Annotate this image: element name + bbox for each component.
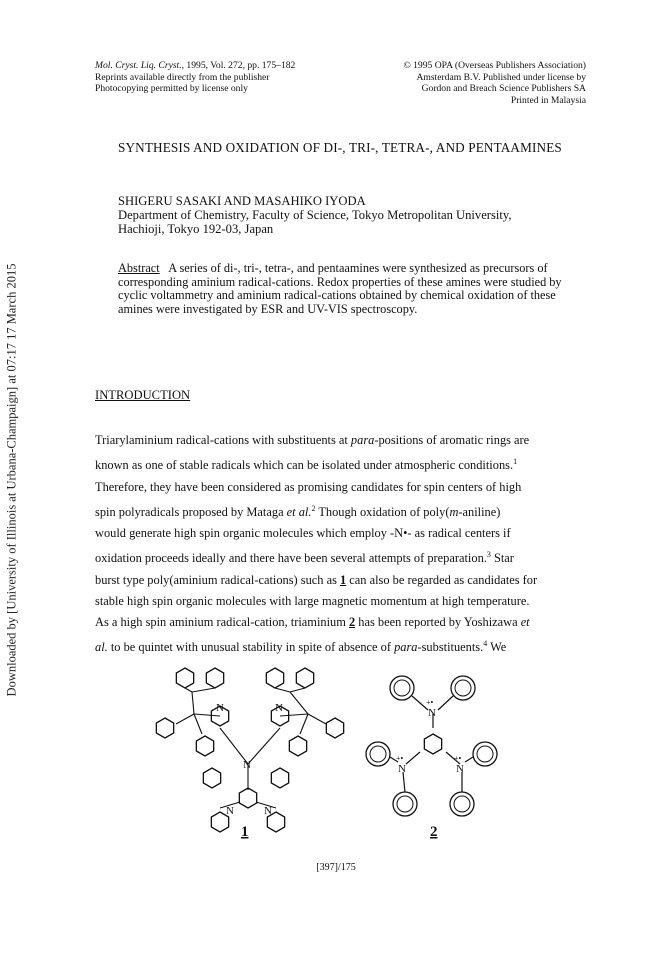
abstract-text: A series of di-, tri-, tetra-, and pentaamines were synthesized as precursors of corresponding aminium radical-cations. Redox properties of these amines were studied by cyclic voltammetry and aminium radical-cations obtained by chemical oxidation of these amines were investigated by ESR and UV-VIS spectroscopy. xyxy=(118,261,562,316)
atom-label-n: N xyxy=(275,702,283,714)
body-text: Triarylaminium radical-cations with substituents at para-positions of aromatic rings are known as one of stable radicals which can be isolated under atmospheric conditions.$^1$ Therefore, they have been considered as promising candidates for spin centers of high spin polyradicals proposed by Mataga et al.$^2$ Though oxidation of poly(m-aniline) would generate high spin organic molecules which employ -N•- as radical centers if oxidation proceeds ideally and there have been several attempts of preparation.$^3$ Star burst type poly(aminium radical-cations) such as 1 can also be regarded as candidates for stable high spin organic molecules with large magnetic momentum at high temperature. As a high spin aminium radical-cation, triaminium 2 has been reported by Yoshizawa et al. to be quintet with unusual stability in spite of absence of para-substituents.$^4$ We xyxy=(95,433,538,655)
paper-title: SYNTHESIS AND OXIDATION OF DI-, TRI-, TETRA-, AND PENTAAMINES xyxy=(118,140,562,155)
radical-cation-mark: +• xyxy=(426,698,434,707)
compound-label-2: 2 xyxy=(430,824,438,840)
structures-figure xyxy=(140,648,550,843)
atom-label-n: N xyxy=(226,805,234,817)
radical-cation-mark: +• xyxy=(454,754,462,763)
atom-label-n: N xyxy=(264,805,272,817)
compound-ref-1: 1 xyxy=(340,572,347,587)
author-block: SHIGERU SASAKI AND MASAHIKO IYODA Department of Chemistry, Faculty of Science, Tokyo Metropolitan University, Hachioji, Tokyo 192-03, Japan xyxy=(118,194,512,236)
compound-2-structure xyxy=(366,676,497,816)
compound-label-1: 1 xyxy=(241,824,249,840)
journal-name: Mol. Cryst. Liq. Cryst. xyxy=(95,60,182,71)
atom-label-n: N xyxy=(216,702,224,714)
journal-citation: Mol. Cryst. Liq. Cryst., 1995, Vol. 272, pp. 175–182 Reprints available directly from the publisher Photocopying permitted by license only xyxy=(95,60,296,95)
page-folio: [397]/175 xyxy=(316,862,356,873)
atom-label-n: N xyxy=(456,763,464,775)
radical-cation-mark: +• xyxy=(396,754,404,763)
atom-label-n: N xyxy=(398,763,406,775)
abstract xyxy=(118,262,588,316)
download-watermark: Downloaded by [University of Illinois at Urbana-Champaign] at 07:17 17 March 2015 xyxy=(4,263,19,697)
atom-label-n: N xyxy=(428,707,436,719)
compound-ref-2: 2 xyxy=(348,615,356,629)
affiliation: Department of Chemistry, Faculty of Science, Tokyo Metropolitan University, xyxy=(118,207,512,222)
section-heading: INTRODUCTION xyxy=(95,388,191,402)
author-names: SHIGERU SASAKI AND MASAHIKO IYODA xyxy=(118,194,366,208)
copyright-notice: © 1995 OPA (Overseas Publishers Association) Amsterdam B.V. Published under license by Gordon and Breach Science Publishers SA Printed in Malaysia xyxy=(403,60,586,106)
compound-1-structure xyxy=(156,668,343,832)
abstract-label: Abstract xyxy=(118,261,160,275)
atom-label-n: N xyxy=(243,759,251,771)
